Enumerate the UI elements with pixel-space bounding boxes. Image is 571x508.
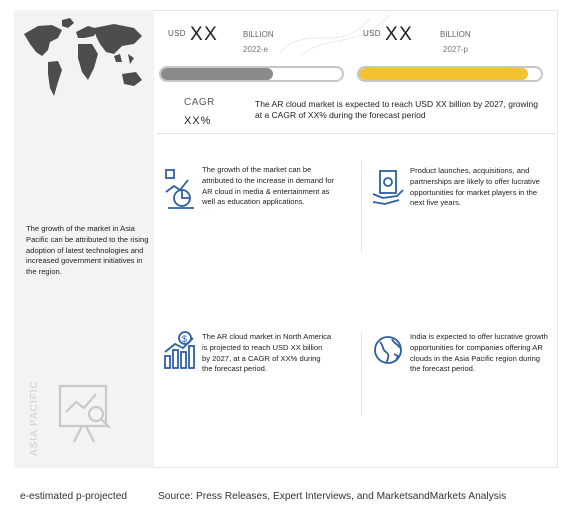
currency-2027: USD [363,29,381,38]
region-insight-text: The growth of the market in Asia Pacific can be attributed to the rising adoption of latest technologies and increased government initiatives in the region. [26,224,149,277]
insight-text-4: India is expected to offer lucrative growth opportunities for companies offering AR clouds in the Asia Pacific region during the forecast period. [410,332,548,374]
progress-bar-2027 [357,66,543,82]
progress-fill-2027 [359,68,528,80]
cagr-value: XX% [184,115,212,127]
world-map-icon [18,14,150,114]
analysis-board-icon [56,382,118,446]
footer-legend: e-estimated p-projected [20,491,128,502]
analytics-icon [164,168,198,210]
progress-fill-2022 [161,68,273,80]
divider [361,160,362,252]
money-hand-icon [371,168,405,206]
decorative-curve [280,12,400,58]
year-2027: 2027-p [443,45,468,54]
insight-text-2: Product launches, acquisitions, and partnerships are likely to offer lucrative opportunities for market players in the next five years. [410,166,540,208]
footer-source: Source: Press Releases, Expert Interviews, and MarketsandMarkets Analysis [158,491,507,502]
divider [157,133,555,134]
progress-bar-2022 [159,66,344,82]
currency-2022: USD [168,29,186,38]
region-vertical-label: ASIA PACIFIC [29,380,40,456]
insight-text-1: The growth of the market can be attributed to the increase in demand for AR cloud in media & entertainment as well as education applications. [202,165,335,207]
dollar-growth-icon [161,330,197,372]
unit-2022: BILLION [243,30,274,39]
globe-icon [372,334,404,366]
insight-text-3: The AR cloud market in North America is projected to reach USD XX billion by 2027, at a CAGR of XX% during the forecast period. [202,332,332,374]
year-2022: 2022-e [243,45,268,54]
market-value-2022: XX [190,24,219,45]
unit-2027: BILLION [440,30,471,39]
cagr-description: The AR cloud market is expected to reach USD XX billion by 2027, growing at a CAGR of XX% during the forecast period [255,99,539,120]
cagr-label: CAGR [184,97,215,108]
market-value-2027: XX [385,24,414,45]
divider [361,332,362,416]
svg-text:$: $ [182,334,188,344]
